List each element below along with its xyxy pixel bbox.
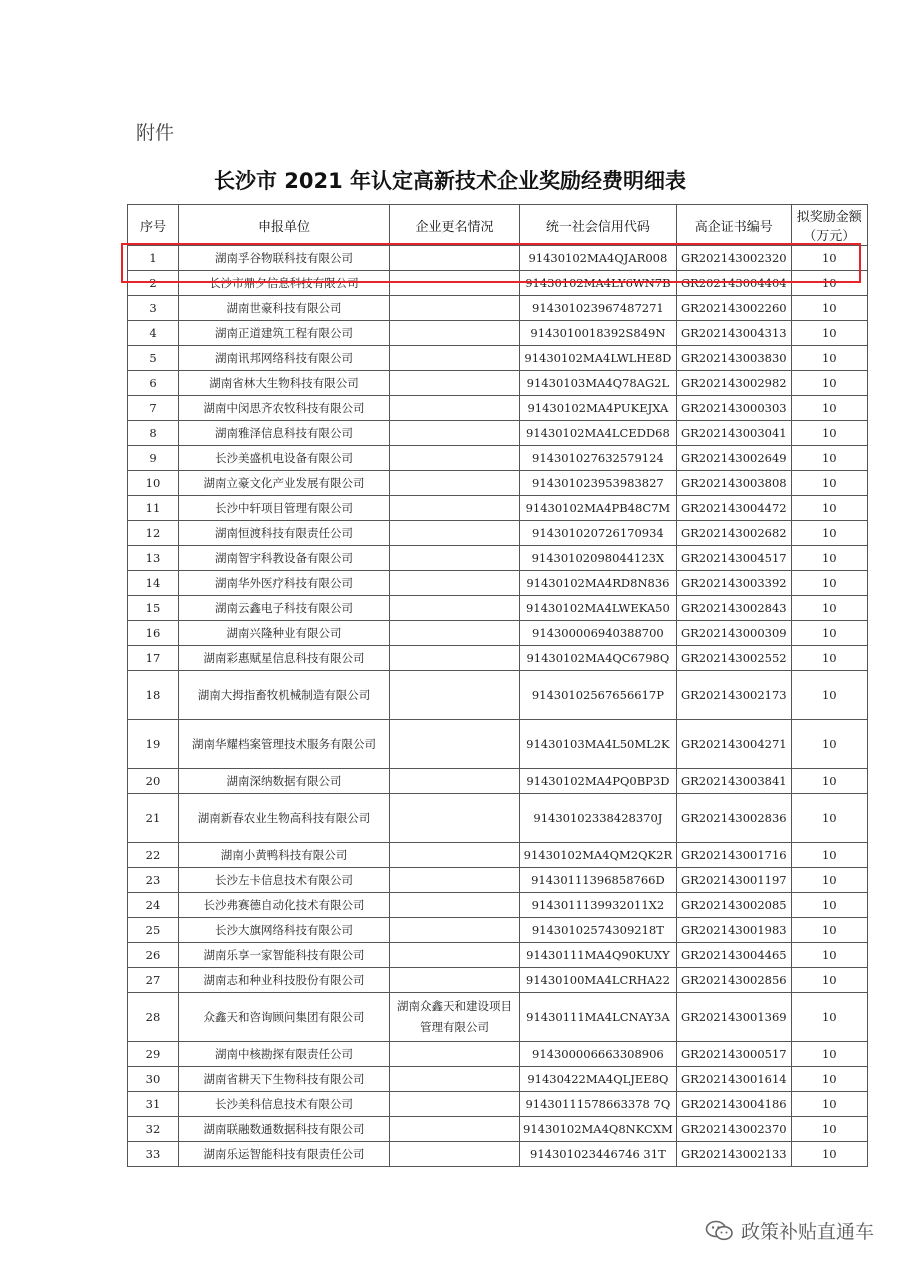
table-row — [128, 596, 868, 621]
row-number: 31 — [128, 1092, 179, 1117]
rename-info — [390, 396, 520, 421]
row-number: 11 — [128, 496, 179, 521]
row-number: 26 — [128, 943, 179, 968]
credit-code: 91430102MA4LY6WN7B — [520, 271, 677, 296]
reward-amount: 10 — [791, 843, 867, 868]
table-row — [128, 446, 868, 471]
company-name: 湖南彩惠赋星信息科技有限公司 — [179, 646, 390, 671]
company-name: 湖南正道建筑工程有限公司 — [179, 321, 390, 346]
rename-info — [390, 868, 520, 893]
reward-amount: 10 — [791, 471, 867, 496]
company-name: 长沙美科信息技术有限公司 — [179, 1092, 390, 1117]
rename-info — [390, 1042, 520, 1067]
header-credit-code: 统一社会信用代码 — [520, 205, 677, 246]
rename-info — [390, 496, 520, 521]
reward-amount: 10 — [791, 496, 867, 521]
company-name: 湖南小黄鸭科技有限公司 — [179, 843, 390, 868]
table-row — [128, 918, 868, 943]
reward-amount: 10 — [791, 346, 867, 371]
watermark — [705, 1217, 874, 1244]
company-name: 湖南云鑫电子科技有限公司 — [179, 596, 390, 621]
rename-info — [390, 918, 520, 943]
table-row — [128, 993, 868, 1042]
row-number: 14 — [128, 571, 179, 596]
cert-number: GR202143000309 — [676, 621, 791, 646]
table-row — [128, 546, 868, 571]
row-number: 1 — [128, 246, 179, 271]
rename-info — [390, 546, 520, 571]
cert-number: GR202143002320 — [676, 246, 791, 271]
cert-number: GR202143004472 — [676, 496, 791, 521]
company-name: 长沙中轩项目管理有限公司 — [179, 496, 390, 521]
rename-info: 湖南众鑫天和建设项目管理有限公司 — [390, 993, 520, 1042]
rename-info — [390, 843, 520, 868]
rename-info — [390, 596, 520, 621]
rename-info — [390, 1067, 520, 1092]
reward-table — [127, 204, 868, 1167]
row-number: 7 — [128, 396, 179, 421]
cert-number: GR202143000303 — [676, 396, 791, 421]
credit-code: 91430102MA4LWEKA50 — [520, 596, 677, 621]
company-name: 长沙大旗网络科技有限公司 — [179, 918, 390, 943]
reward-amount: 10 — [791, 720, 867, 769]
table-row — [128, 1142, 868, 1167]
cert-number: GR202143001716 — [676, 843, 791, 868]
cert-number: GR202143004186 — [676, 1092, 791, 1117]
company-name: 湖南新春农业生物高科技有限公司 — [179, 794, 390, 843]
rename-info — [390, 671, 520, 720]
rename-info — [390, 521, 520, 546]
cert-number: GR202143002836 — [676, 794, 791, 843]
cert-number: GR202143004313 — [676, 321, 791, 346]
table-row — [128, 471, 868, 496]
cert-number: GR202143004271 — [676, 720, 791, 769]
rename-info — [390, 968, 520, 993]
header-cert-no: 高企证书编号 — [676, 205, 791, 246]
row-number: 23 — [128, 868, 179, 893]
cert-number: GR202143002085 — [676, 893, 791, 918]
table-row — [128, 1092, 868, 1117]
cert-number: GR202143002843 — [676, 596, 791, 621]
rename-info — [390, 471, 520, 496]
credit-code: 91430102MA4LWLHE8D — [520, 346, 677, 371]
company-name: 湖南孚谷物联科技有限公司 — [179, 246, 390, 271]
table-row — [128, 496, 868, 521]
credit-code: 914301023446746 31T — [520, 1142, 677, 1167]
cert-number: GR202143003041 — [676, 421, 791, 446]
credit-code: 914301023953983827 — [520, 471, 677, 496]
company-name: 湖南兴隆种业有限公司 — [179, 621, 390, 646]
rename-info — [390, 571, 520, 596]
reward-amount: 10 — [791, 296, 867, 321]
rename-info — [390, 371, 520, 396]
credit-code: 91430103MA4Q78AG2L — [520, 371, 677, 396]
header-rename: 企业更名情况 — [390, 205, 520, 246]
credit-code: 91430102MA4PUKEJXA — [520, 396, 677, 421]
row-number: 16 — [128, 621, 179, 646]
company-name: 众鑫天和咨询顾问集团有限公司 — [179, 993, 390, 1042]
credit-code: 91430111MA4Q90KUXY — [520, 943, 677, 968]
company-name: 湖南中核勘探有限责任公司 — [179, 1042, 390, 1067]
reward-amount: 10 — [791, 918, 867, 943]
company-name: 湖南省林大生物科技有限公司 — [179, 371, 390, 396]
rename-info — [390, 769, 520, 794]
cert-number: GR202143000517 — [676, 1042, 791, 1067]
credit-code: 91430102574309218T — [520, 918, 677, 943]
cert-number: GR202143002260 — [676, 296, 791, 321]
table-row — [128, 943, 868, 968]
row-number: 2 — [128, 271, 179, 296]
row-number: 8 — [128, 421, 179, 446]
table-row — [128, 521, 868, 546]
table-row — [128, 346, 868, 371]
company-name: 湖南中闵思齐农牧科技有限公司 — [179, 396, 390, 421]
attachment-label: 附件 — [136, 122, 175, 144]
table-row — [128, 246, 868, 271]
row-number: 5 — [128, 346, 179, 371]
credit-code: 91430422MA4QLJEE8Q — [520, 1067, 677, 1092]
row-number: 30 — [128, 1067, 179, 1092]
header-unit: 申报单位 — [179, 205, 390, 246]
company-name: 湖南华耀档案管理技术服务有限公司 — [179, 720, 390, 769]
credit-code: 91430102MA4Q8NKCXM — [520, 1117, 677, 1142]
company-name: 长沙市鼎夕信息科技有限公司 — [179, 271, 390, 296]
table-row — [128, 421, 868, 446]
credit-code: 9143011139932011X2 — [520, 893, 677, 918]
cert-number: GR202143002682 — [676, 521, 791, 546]
credit-code: 91430102338428370J — [520, 794, 677, 843]
page-title: 长沙市 2021 年认定高新技术企业奖励经费明细表 — [213, 169, 687, 193]
credit-code: 914301020726170934 — [520, 521, 677, 546]
credit-code: 91430102MA4QM2QK2R — [520, 843, 677, 868]
reward-amount: 10 — [791, 1042, 867, 1067]
company-name: 湖南雅泽信息科技有限公司 — [179, 421, 390, 446]
reward-amount: 10 — [791, 1092, 867, 1117]
company-name: 湖南联融数通数据科技有限公司 — [179, 1117, 390, 1142]
row-number: 3 — [128, 296, 179, 321]
rename-info — [390, 246, 520, 271]
row-number: 18 — [128, 671, 179, 720]
table-row — [128, 296, 868, 321]
credit-code: 914301027632579124 — [520, 446, 677, 471]
rename-info — [390, 646, 520, 671]
reward-amount: 10 — [791, 521, 867, 546]
header-no: 序号 — [128, 205, 179, 246]
row-number: 29 — [128, 1042, 179, 1067]
row-number: 27 — [128, 968, 179, 993]
table-row — [128, 371, 868, 396]
credit-code: 91430102MA4QJAR008 — [520, 246, 677, 271]
reward-amount: 10 — [791, 271, 867, 296]
table-row — [128, 794, 868, 843]
row-number: 24 — [128, 893, 179, 918]
reward-amount: 10 — [791, 621, 867, 646]
rename-info — [390, 794, 520, 843]
row-number: 19 — [128, 720, 179, 769]
company-name: 湖南恒渡科技有限责任公司 — [179, 521, 390, 546]
row-number: 25 — [128, 918, 179, 943]
table-row — [128, 671, 868, 720]
credit-code: 91430103MA4L50ML2K — [520, 720, 677, 769]
rename-info — [390, 346, 520, 371]
table-row — [128, 646, 868, 671]
credit-code: 91430102MA4LCEDD68 — [520, 421, 677, 446]
reward-amount: 10 — [791, 943, 867, 968]
company-name: 湖南志和种业科技股份有限公司 — [179, 968, 390, 993]
table-row — [128, 893, 868, 918]
table-row — [128, 571, 868, 596]
table-row — [128, 271, 868, 296]
credit-code: 91430102MA4RD8N836 — [520, 571, 677, 596]
credit-code: 91430102098044123X — [520, 546, 677, 571]
table-row — [128, 396, 868, 421]
table-row — [128, 868, 868, 893]
rename-info — [390, 296, 520, 321]
reward-amount: 10 — [791, 1142, 867, 1167]
row-number: 13 — [128, 546, 179, 571]
company-name: 长沙左卡信息技术有限公司 — [179, 868, 390, 893]
credit-code: 9143010018392S849N — [520, 321, 677, 346]
row-number: 20 — [128, 769, 179, 794]
table-row — [128, 621, 868, 646]
reward-amount: 10 — [791, 968, 867, 993]
rename-info — [390, 321, 520, 346]
reward-amount: 10 — [791, 446, 867, 471]
cert-number: GR202143003808 — [676, 471, 791, 496]
cert-number: GR202143002552 — [676, 646, 791, 671]
cert-number: GR202143004465 — [676, 943, 791, 968]
cert-number: GR202143001983 — [676, 918, 791, 943]
row-number: 33 — [128, 1142, 179, 1167]
table-row — [128, 843, 868, 868]
credit-code: 91430111578663378 7Q — [520, 1092, 677, 1117]
rename-info — [390, 621, 520, 646]
rename-info — [390, 446, 520, 471]
company-name: 长沙弗赛德自动化技术有限公司 — [179, 893, 390, 918]
row-number: 9 — [128, 446, 179, 471]
rename-info — [390, 720, 520, 769]
rename-info — [390, 1142, 520, 1167]
cert-number: GR202143002856 — [676, 968, 791, 993]
credit-code: 914300006663308906 — [520, 1042, 677, 1067]
rename-info — [390, 421, 520, 446]
company-name: 长沙美盛机电设备有限公司 — [179, 446, 390, 471]
reward-amount: 10 — [791, 546, 867, 571]
credit-code: 914300006940388700 — [520, 621, 677, 646]
row-number: 21 — [128, 794, 179, 843]
rename-info — [390, 1092, 520, 1117]
company-name: 湖南世豪科技有限公司 — [179, 296, 390, 321]
company-name: 湖南深纳数据有限公司 — [179, 769, 390, 794]
reward-amount: 10 — [791, 794, 867, 843]
cert-number: GR202143004404 — [676, 271, 791, 296]
company-name: 湖南华外医疗科技有限公司 — [179, 571, 390, 596]
table-row — [128, 720, 868, 769]
cert-number: GR202143003841 — [676, 769, 791, 794]
company-name: 湖南大拇指畜牧机械制造有限公司 — [179, 671, 390, 720]
reward-amount: 10 — [791, 646, 867, 671]
row-number: 10 — [128, 471, 179, 496]
wechat-icon — [705, 1220, 735, 1242]
reward-amount: 10 — [791, 396, 867, 421]
credit-code: 91430111MA4LCNAY3A — [520, 993, 677, 1042]
table-row — [128, 1042, 868, 1067]
row-number: 32 — [128, 1117, 179, 1142]
rename-info — [390, 1117, 520, 1142]
row-number: 4 — [128, 321, 179, 346]
cert-number: GR202143002133 — [676, 1142, 791, 1167]
reward-amount: 10 — [791, 246, 867, 271]
reward-amount: 10 — [791, 769, 867, 794]
cert-number: GR202143002370 — [676, 1117, 791, 1142]
table-row — [128, 1067, 868, 1092]
credit-code: 914301023967487271 — [520, 296, 677, 321]
company-name: 湖南省耕天下生物科技有限公司 — [179, 1067, 390, 1092]
reward-amount: 10 — [791, 1117, 867, 1142]
company-name: 湖南讯邦网络科技有限公司 — [179, 346, 390, 371]
company-name: 湖南乐运智能科技有限责任公司 — [179, 1142, 390, 1167]
credit-code: 91430100MA4LCRHA22 — [520, 968, 677, 993]
watermark-text: 政策补贴直通车 — [740, 1221, 874, 1243]
row-number: 15 — [128, 596, 179, 621]
credit-code: 91430102MA4PQ0BP3D — [520, 769, 677, 794]
company-name: 湖南乐享一家智能科技有限公司 — [179, 943, 390, 968]
table-row — [128, 1117, 868, 1142]
reward-amount: 10 — [791, 868, 867, 893]
cert-number: GR202143003830 — [676, 346, 791, 371]
reward-amount: 10 — [791, 371, 867, 396]
cert-number: GR202143002982 — [676, 371, 791, 396]
company-name: 湖南立豪文化产业发展有限公司 — [179, 471, 390, 496]
cert-number: GR202143002649 — [676, 446, 791, 471]
cert-number: GR202143001614 — [676, 1067, 791, 1092]
company-name: 湖南智宇科教设备有限公司 — [179, 546, 390, 571]
reward-amount: 10 — [791, 596, 867, 621]
table-header-row — [128, 205, 868, 246]
credit-code: 91430102MA4PB48C7M — [520, 496, 677, 521]
rename-info — [390, 271, 520, 296]
reward-amount: 10 — [791, 421, 867, 446]
reward-amount: 10 — [791, 1067, 867, 1092]
cert-number: GR202143002173 — [676, 671, 791, 720]
reward-amount: 10 — [791, 993, 867, 1042]
cert-number: GR202143003392 — [676, 571, 791, 596]
row-number: 17 — [128, 646, 179, 671]
table-row — [128, 321, 868, 346]
row-number: 28 — [128, 993, 179, 1042]
reward-amount: 10 — [791, 671, 867, 720]
rename-info — [390, 943, 520, 968]
credit-code: 91430102567656617P — [520, 671, 677, 720]
row-number: 12 — [128, 521, 179, 546]
cert-number: GR202143004517 — [676, 546, 791, 571]
row-number: 22 — [128, 843, 179, 868]
table-row — [128, 769, 868, 794]
cert-number: GR202143001369 — [676, 993, 791, 1042]
reward-amount: 10 — [791, 571, 867, 596]
header-amount: 拟奖励金额（万元） — [791, 205, 867, 246]
rename-info — [390, 893, 520, 918]
reward-amount: 10 — [791, 893, 867, 918]
table-row — [128, 968, 868, 993]
row-number: 6 — [128, 371, 179, 396]
credit-code: 91430111396858766D — [520, 868, 677, 893]
credit-code: 91430102MA4QC6798Q — [520, 646, 677, 671]
reward-amount: 10 — [791, 321, 867, 346]
cert-number: GR202143001197 — [676, 868, 791, 893]
